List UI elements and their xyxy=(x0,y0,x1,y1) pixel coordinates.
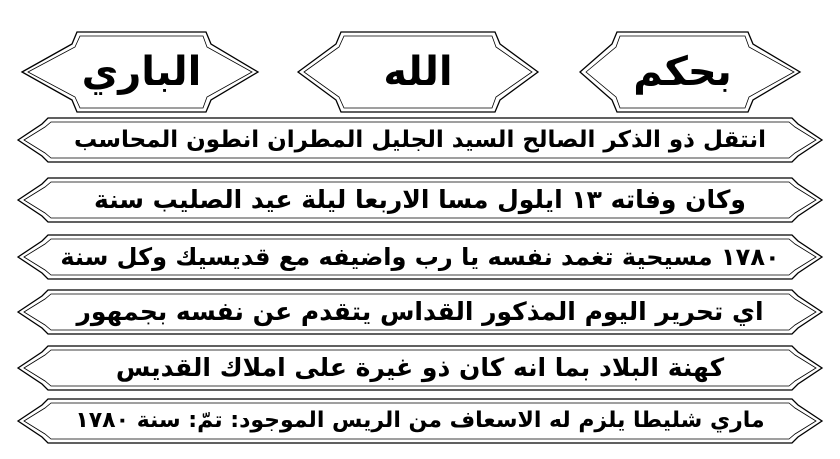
text-line-2: وكان وفاته ١٣ ايلول مسا الاربعا ليلة عيد الصليب سنة xyxy=(94,185,746,214)
text-line-6: ماري شليطا يلزم له الاسعاف من الريس الموجود: تمّ: سنة ١٧٨٠ xyxy=(75,408,765,433)
text-line-3: ١٧٨٠ مسيحية تغمد نفسه يا رب واضيفه مع قديسيك وكل سنة xyxy=(60,243,780,271)
header-word-2: الله xyxy=(383,49,453,95)
text-bands xyxy=(18,118,822,443)
text-line-5: كهنة البلاد بما انه كان ذو غيرة على املاك القديس xyxy=(115,353,725,382)
header-word-3: الباري xyxy=(81,49,202,95)
text-line-4: اي تحرير اليوم المذكور القداس يتقدم عن نفسه بجمهور xyxy=(76,297,764,326)
text-line-1: انتقل ذو الذكر الصالح السيد الجليل المطران انطون المحاسب xyxy=(74,127,766,153)
header-word-1: بحكم xyxy=(633,49,732,95)
